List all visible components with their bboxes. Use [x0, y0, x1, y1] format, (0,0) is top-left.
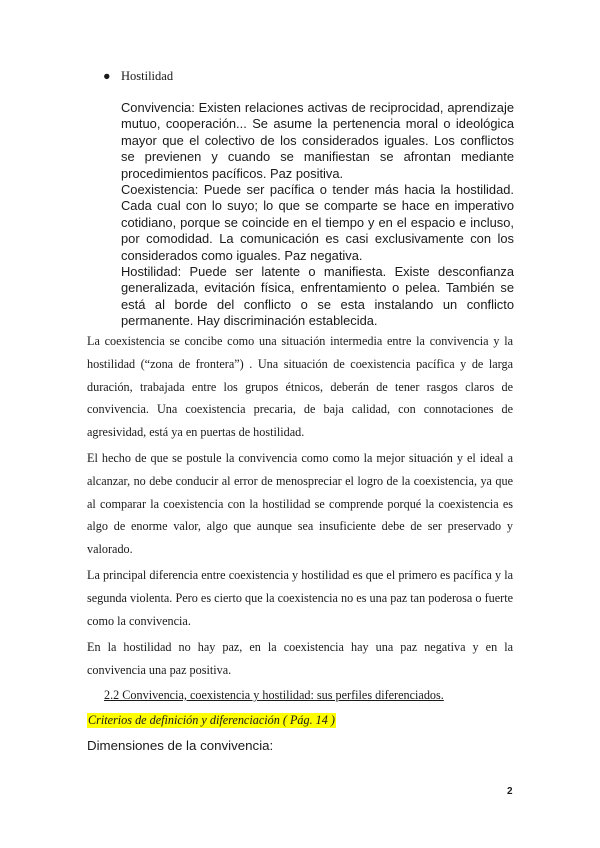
definition-convivencia: Convivencia: Existen relaciones activas de reciprocidad, aprendizaje mutuo, cooperación... Se asume la pertenencia moral o ideológica mayor que el colectivo de los considerados iguales. Los conflictos se previenen y cuando se manifiestan se afrontan mediante procedimientos pacíficos. Paz positiva. — [121, 100, 514, 181]
bullet-item — [103, 69, 173, 84]
bullet-label: Hostilidad — [121, 69, 174, 83]
page-number: 2 — [507, 786, 513, 797]
paragraph: La coexistencia se concibe como una situación intermedia entre la convivencia y la hostilidad (“zona de frontera”) . Una situación de coexistencia pacífica y de larga duración, trabajada entre los grupos étnicos, deberán de tener rasgos claros de convivencia. Una coexistencia precaria, de baja calidad, con connotaciones de agresividad, está ya en puertas de hostilidad. — [87, 334, 513, 440]
dimensions-label: Dimensiones de la convivencia: — [87, 738, 274, 753]
paragraph: En la hostilidad no hay paz, en la coexistencia hay una paz negativa y en la convivencia una paz positiva. — [87, 640, 513, 677]
bullet-icon: ● — [103, 69, 111, 83]
section-heading: 2.2 Convivencia, coexistencia y hostilidad: sus perfiles diferenciados. — [104, 688, 444, 702]
paragraph: El hecho de que se postule la convivencia como como la mejor situación y el ideal a alcanzar, no debe conducir al error de menospreciar el logro de la coexistencia, ya que al comparar la coexistencia con la hostilidad se comprende porqué la coexistencia es algo de enorme valor, algo que aunque sea insuficiente debe de ser preservado y valorado. — [87, 451, 513, 557]
definition-coexistencia: Coexistencia: Puede ser pacífica o tender más hacia la hostilidad. Cada cual con lo suyo; lo que se comparte se hace en imperativo cotidiano, porque se coincide en el tiempo y en el espacio e incluso, por comodidad. La comunicación es casi exclusivamente con los considerados como iguales. Paz negativa. — [121, 182, 514, 263]
definitions-block — [121, 100, 514, 330]
criteria-highlight: Criterios de definición y diferenciación ( Pág. 14 ) — [88, 713, 335, 727]
definition-hostilidad: Hostilidad: Puede ser latente o manifiesta. Existe desconfianza generalizada, evitación física, enfrentamiento o pelea. También se está al borde del conflicto o se esta instalando un conflicto permanente. Hay discriminación establecida. — [121, 264, 514, 329]
paragraph: La principal diferencia entre coexistencia y hostilidad es que el primero es pacífica y la segunda violenta. Pero es cierto que la coexistencia no es una paz tan poderosa o fuerte como la convivencia. — [87, 568, 513, 628]
